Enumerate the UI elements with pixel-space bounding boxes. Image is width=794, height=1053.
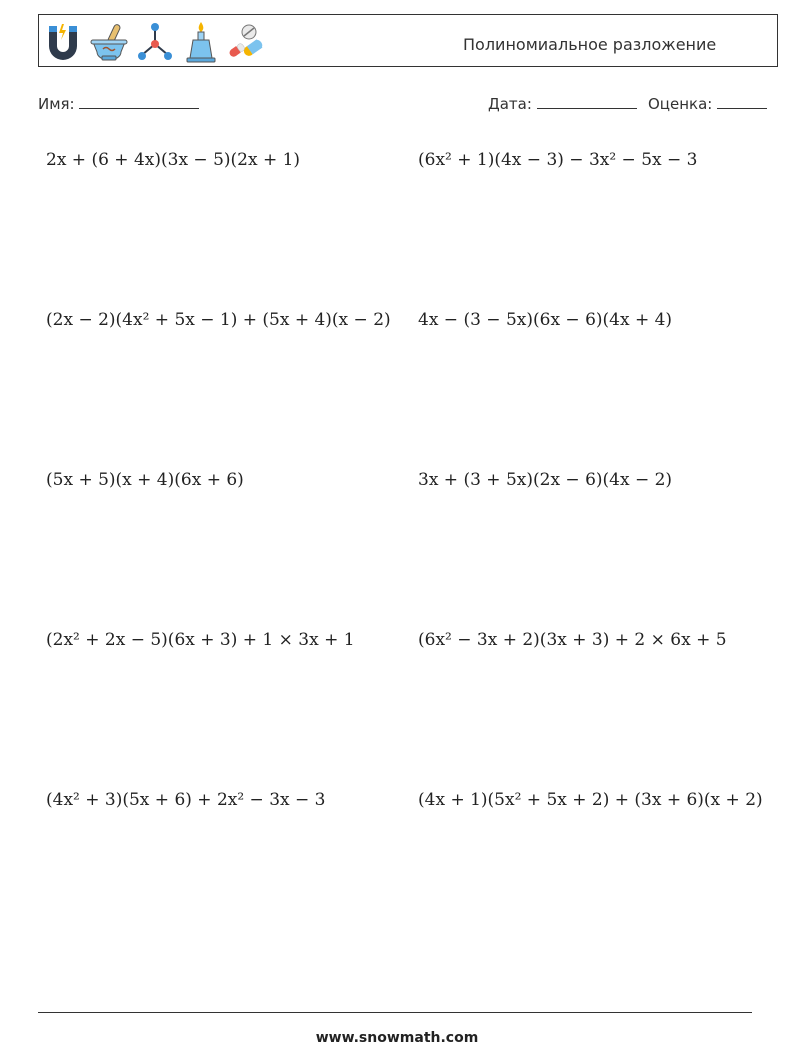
date-field — [488, 94, 637, 113]
problem-10: (4x + 1)(5x² + 5x + 2) + (3x + 6)(x + 2) — [418, 790, 763, 810]
worksheet-title: Полиномиальное разложение — [463, 35, 717, 54]
problem-5: (5x + 5)(x + 4)(6x + 6) — [46, 470, 244, 490]
name-blank[interactable] — [79, 94, 199, 109]
name-label: Имя: — [38, 95, 75, 113]
problem-2: (6x² + 1)(4x − 3) − 3x² − 5x − 3 — [418, 150, 698, 170]
footer-divider — [38, 1012, 752, 1013]
problem-3: (2x − 2)(4x² + 5x − 1) + (5x + 4)(x − 2) — [46, 310, 391, 330]
problem-4: 4x − (3 − 5x)(6x − 6)(4x + 4) — [418, 310, 673, 330]
date-label: Дата: — [488, 95, 532, 113]
header-icons — [43, 20, 267, 64]
grade-field — [648, 94, 767, 113]
problem-6: 3x + (3 + 5x)(2x − 6)(4x − 2) — [418, 470, 673, 490]
magnet-icon — [43, 20, 83, 64]
problem-9: (4x² + 3)(5x + 6) + 2x² − 3x − 3 — [46, 790, 326, 810]
grade-blank[interactable] — [717, 94, 767, 109]
molecule-icon — [135, 20, 175, 64]
problem-8: (6x² − 3x + 2)(3x + 3) + 2 × 6x + 5 — [418, 630, 727, 650]
mortar-pestle-icon — [89, 20, 129, 64]
pills-icon — [227, 20, 267, 64]
problem-7: (2x² + 2x − 5)(6x + 3) + 1 × 3x + 1 — [46, 630, 355, 650]
bunsen-burner-icon — [181, 20, 221, 64]
footer-url[interactable]: www.snowmath.com — [315, 1030, 479, 1046]
problem-1: 2x + (6 + 4x)(3x − 5)(2x + 1) — [46, 150, 301, 170]
name-field — [38, 94, 199, 113]
worksheet-header — [38, 14, 778, 67]
grade-label: Оценка: — [648, 95, 713, 113]
date-blank[interactable] — [537, 94, 637, 109]
